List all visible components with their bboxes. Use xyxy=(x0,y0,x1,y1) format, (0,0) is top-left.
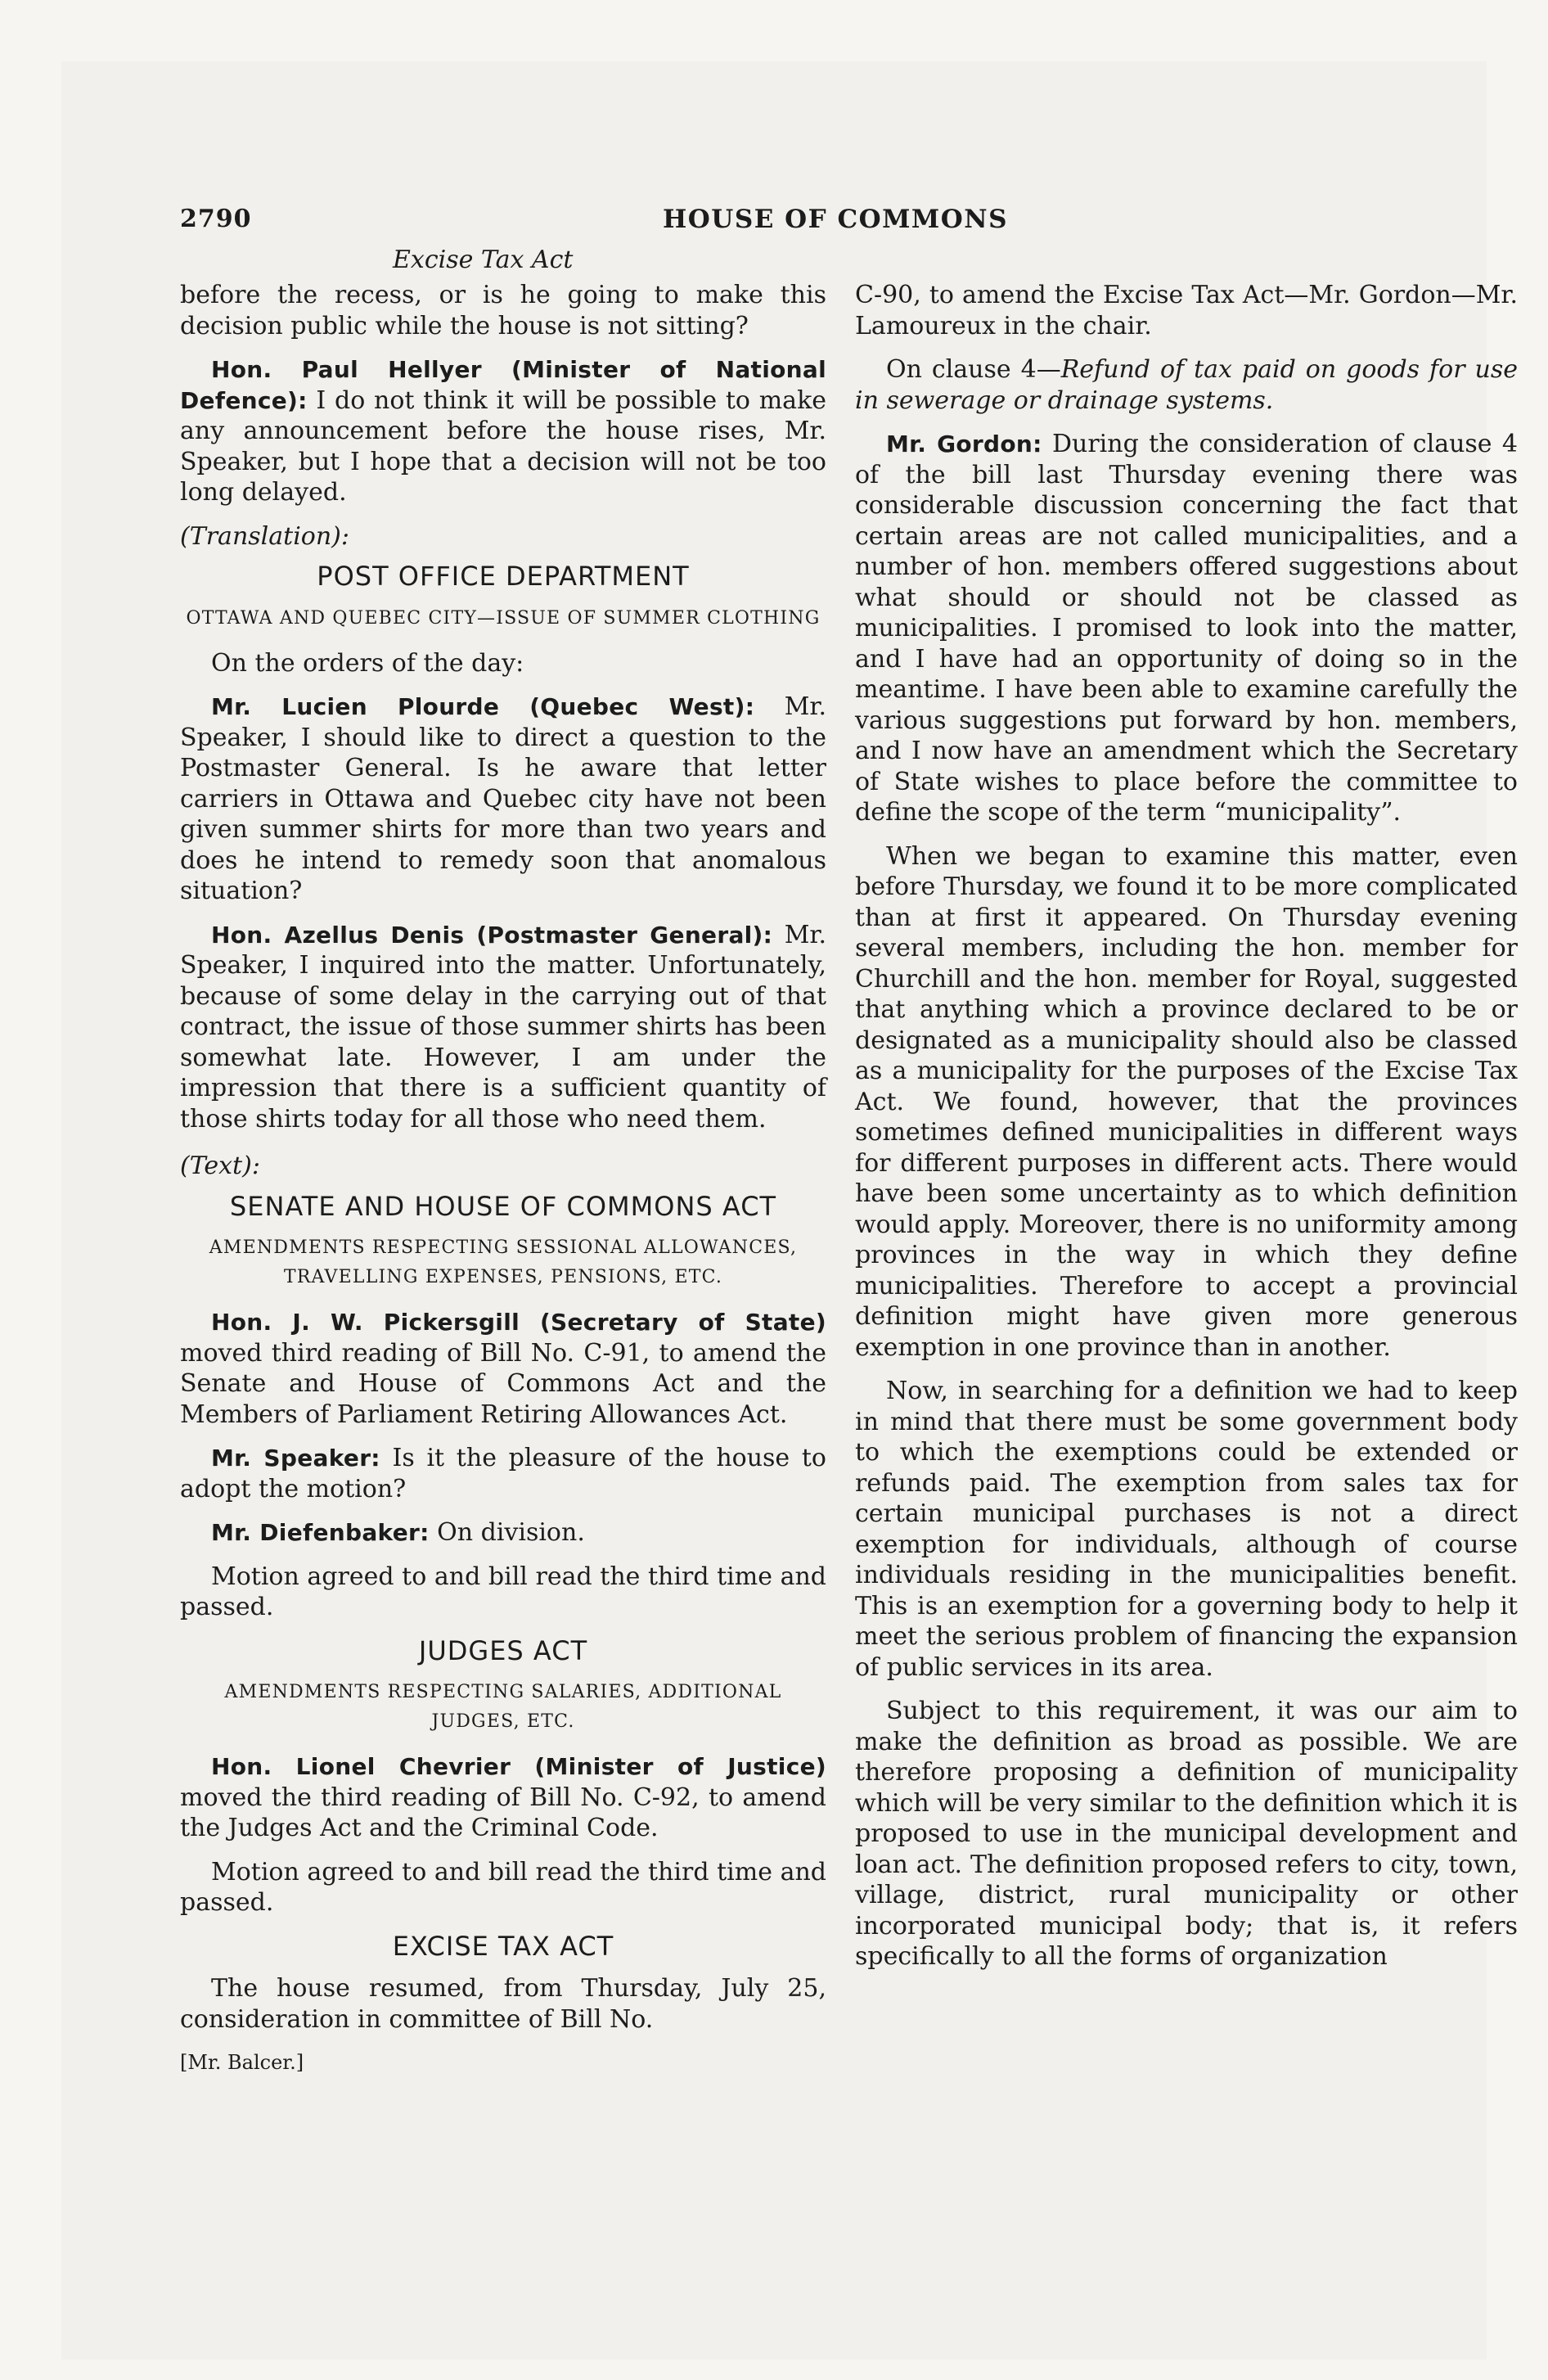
clause-paragraph xyxy=(855,354,1518,416)
speech-text: moved the third reading of Bill No. C-92, to amend the Judges Act and the Criminal Code. xyxy=(180,1783,826,1842)
paragraph: When we began to examine this matter, even before Thursday, we found it to be more complicated than at first it appeared. On Thursday evening several members, including the hon. member for Churchill and the hon. member for Royal, suggested that anything which a province declared to be or designated as a municipality should also be classed as a municipality for the purposes of the Excise Tax Act. We found, however, that the provinces sometimes defined municipalities in different ways for different purposes in different acts. There would have been some uncertainty as to which definition would apply. Moreover, there is no uniformity among provinces in the way in which they define municipalities. Therefore to accept a provincial definition might have given more generous exemption in one province than in another. xyxy=(855,841,1518,1362)
speech-paragraph xyxy=(180,920,826,1135)
running-subject: Excise Tax Act xyxy=(393,246,574,274)
speech-paragraph xyxy=(855,429,1518,828)
clause-lead: On clause 4— xyxy=(886,355,1061,384)
speaker-name: Mr. Diefenbaker: xyxy=(211,1519,430,1546)
speech-paragraph xyxy=(180,354,826,508)
publication-title: HOUSE OF COMMONS xyxy=(663,205,1008,234)
speech-paragraph xyxy=(180,1307,826,1430)
speech-paragraph xyxy=(180,692,826,907)
section-heading: EXCISE TAX ACT xyxy=(392,1930,614,1962)
translation-label: (Translation): xyxy=(180,521,349,551)
section-heading: JUDGES ACT xyxy=(418,1634,588,1666)
speaker-name: Mr. Gordon: xyxy=(886,430,1042,458)
text-label: (Text): xyxy=(180,1152,260,1180)
page-footer: [Mr. Balcer.] xyxy=(180,2051,304,2074)
speaker-name: Hon. Paul Hellyer (Minister of National Defence): xyxy=(180,356,826,414)
speaker-name: Hon. Lionel Chevrier (Minister of Justice) xyxy=(211,1753,826,1780)
page-number: 2790 xyxy=(180,205,252,233)
speech-text: I do not think it will be possible to make any announcement before the house rises, Mr. Speaker, but I hope that a decision will not be too long delayed. xyxy=(180,385,826,507)
speech-text: On division. xyxy=(429,1518,585,1547)
paragraph: C-90, to amend the Excise Tax Act—Mr. Gordon—Mr. Lamoureux in the chair. xyxy=(855,281,1518,340)
paragraph: Motion agreed to and bill read the third time and passed. xyxy=(180,1857,826,1917)
speaker-name: Mr. Lucien Plourde (Quebec West): xyxy=(211,693,755,720)
speech-text: During the consideration of clause 4 of the bill last Thursday evening there was considerable discussion concerning the fact that certain areas are not called municipalities, and a number of hon. members offered suggestions about what should or should not be classed as municipalities. I promised to look into the matter, and I have had an opportunity of doing so in the meantime. I have been able to examine carefully the various suggestions put forward by hon. members, and I now have an amendment which the Secretary of State wishes to place before the committee to define the scope of the term “municipality”. xyxy=(855,430,1518,827)
section-subheading: AMENDMENTS RESPECTING SALARIES, ADDITIONAL JUDGES, ETC. xyxy=(224,1682,782,1732)
paragraph: The house resumed, from Thursday, July 25, consideration in committee of Bill No. xyxy=(180,1974,826,2034)
paragraph: before the recess, or is he going to make this decision public while the house is not sitting? xyxy=(180,281,826,340)
section-subheading: AMENDMENTS RESPECTING SESSIONAL ALLOWANCES, TRAVELLING EXPENSES, PENSIONS, ETC. xyxy=(209,1237,798,1287)
speech-paragraph xyxy=(180,1517,826,1548)
hansard-page xyxy=(180,205,1518,2300)
speaker-name: Hon. J. W. Pickersgill (Secretary of State) xyxy=(211,1309,826,1336)
speech-text: Mr. Speaker, I should like to direct a question to the Postmaster General. Is he aware that letter carriers in Ottawa and Quebec city have not been given summer shirts for more than two years and does he intend to remedy soon that anomalous situation? xyxy=(180,692,826,905)
left-column xyxy=(180,280,826,2079)
scanned-page xyxy=(61,61,1518,2360)
paragraph: Subject to this requirement, it was our aim to make the definition as broad as possible. We are therefore proposing a definition of municipality which will be very similar to the definition which it is proposed to use in the municipal development and loan act. The definition proposed refers to city, town, village, district, rural municipality or other incorporated municipal body; that is, it refers specifically to all the forms of organization xyxy=(855,1697,1518,1971)
speech-paragraph xyxy=(180,1443,826,1504)
speaker-name: Mr. Speaker: xyxy=(211,1445,380,1472)
paragraph: Now, in searching for a definition we had to keep in mind that there must be some government body to which the exemptions could be extended or refunds paid. The exemption from sales tax for certain municipal purchases is not a direct exemption for individuals, although of course individuals residing in the municipalities benefit. This is an exemption for a governing body to help it meet the serious problem of financing the expansion of public services in its area. xyxy=(855,1377,1518,1682)
section-heading: SENATE AND HOUSE OF COMMONS ACT xyxy=(229,1190,777,1222)
clause-title: Refund of tax paid on goods for use in sewerage or drainage systems. xyxy=(855,355,1518,415)
section-heading: POST OFFICE DEPARTMENT xyxy=(317,561,690,592)
speech-paragraph xyxy=(180,1751,826,1844)
section-subheading: OTTAWA AND QUEBEC CITY—ISSUE OF SUMMER CLOTHING xyxy=(186,607,821,629)
paragraph: On the orders of the day: xyxy=(211,648,524,678)
speaker-name: Hon. Azellus Denis (Postmaster General): xyxy=(211,921,773,949)
speech-text: Is it the pleasure of the house to adopt the motion? xyxy=(180,1444,826,1503)
right-column xyxy=(855,280,1518,1986)
speech-text: moved third reading of Bill No. C-91, to amend the Senate and House of Commons Act and the Members of Parliament Retiring Allowances Act. xyxy=(180,1338,826,1429)
speech-text: Mr. Speaker, I inquired into the matter. Unfortunately, because of some delay in the carrying out of that contract, the issue of those summer shirts has been somewhat late. However, I am under the impression that there is a sufficient quantity of those shirts today for all those who need them. xyxy=(180,920,826,1134)
paragraph: Motion agreed to and bill read the third time and passed. xyxy=(180,1562,826,1621)
